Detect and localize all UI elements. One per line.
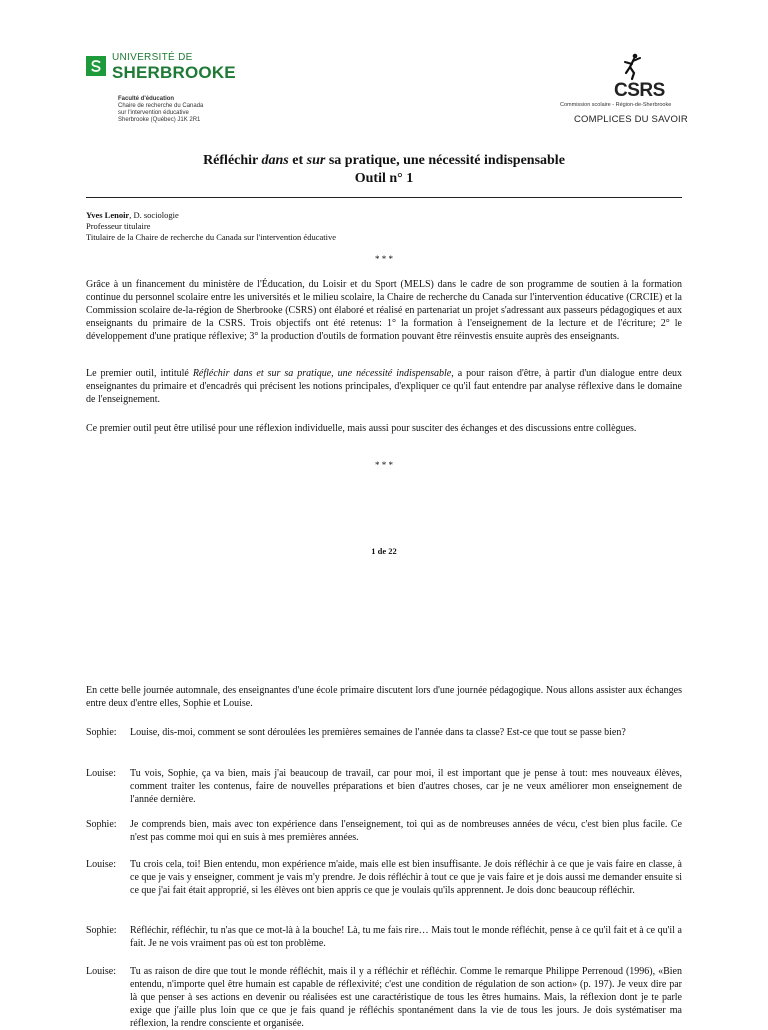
author-degree: , D. sociologie [129,210,179,220]
university-logo-mark [86,56,106,76]
csrs-name: CSRS [614,80,665,101]
csrs-slogan: COMPLICES DU SAVOIR [574,114,688,125]
dialogue-text: Réfléchir, réfléchir, tu n'as que ce mot-là à la bouche! Là, tu me fais rire… Mais tout le monde réfléchit, pense à ce qu'il fait et à ce qu'il a fait. Je ne vois vraiment pas où est ton problème. [130,925,682,949]
faculty-address-line: sur l'intervention éducative [118,110,189,116]
author-name: Yves Lenoir [86,210,130,220]
document-title [86,152,682,169]
faculty-address-line: Sherbrooke (Québec) J1K 2R1 [118,117,201,123]
dialogue-turn [86,818,682,844]
csrs-logo [560,50,688,128]
dialogue-speaker: Louise: [86,859,116,870]
dialogue-speaker: Sophie: [86,819,117,830]
university-s-icon [89,59,103,73]
author-block [86,210,336,243]
title-divider [86,197,682,198]
author-line [86,210,336,221]
title-part: Réfléchir [203,153,262,168]
csrs-subtitle: Commission scolaire - Région-de-Sherbrooke [560,102,672,108]
csrs-figure-icon [622,53,644,81]
university-name [112,53,236,81]
dialogue-text: Tu crois cela, toi! Bien entendu, mon expérience m'aide, mais elle est bien insuffisante. Je dois réfléchir à ce que je vais faire en classe, à ce que je vais y enseigner, comment je vais m'y prendre. Je dois réfléchir à tout ce que je vais faire et je dois aussi me demander ensuite si ce que j'ai fait était approprié, si les élèves ont bien appris ce que je voulais qu'ils apprennent. Je dois donc beaucoup réfléchir. [130,859,682,896]
title-emphasis: sur [306,153,326,168]
faculty-block [118,96,203,124]
dialogue-turn [86,965,682,1030]
intro-paragraph: Ce premier outil peut être utilisé pour une réflexion individuelle, mais aussi pour susciter des échanges et des discussions entre collègues. [86,423,637,434]
dialogue-intro: En cette belle journée automnale, des enseignantes d'une école primaire discutent lors d'une journée pédagogique. Nous allons assister aux échanges entre deux d'entre elles, Sophie et Louise. [86,685,682,709]
faculty-name: Faculté d'éducation [118,96,175,102]
faculty-address-line: Chaire de recherche du Canada [118,103,204,109]
intro-text: , a pour raison d'être, à partir d'un dialogue entre deux enseignantes du primaire et d'encadrés qui précisent les notions principales, d'expliquer ce qu'il faut entendre par analyse réflexive dans le domaine de l'enseignement. [86,368,683,405]
dialogue-text: Je comprends bien, mais avec ton expérience dans l'enseignement, toi qui as de nombreuses années de vécu, c'est bien plus facile. Ce n'est pas comme moi qui en suis à mes premières années. [130,819,682,843]
document-subtitle: Outil n° 1 [354,171,414,186]
dialogue-speaker: Louise: [86,768,116,779]
title-part: sa pratique, une nécessité indispensable [325,153,565,168]
intro-paragraph [86,367,682,406]
intro-emphasis: Réfléchir dans et sur sa pratique, une nécessité indispensable [192,368,452,379]
dialogue-speaker: Louise: [86,966,116,977]
section-separator: * * * [375,254,393,264]
dialogue-speaker: Sophie: [86,925,117,936]
university-name-line1: UNIVERSITÉ DE [112,52,193,63]
author-chair: Titulaire de la Chaire de recherche du Canada sur l'intervention éducative [86,232,336,242]
dialogue-text: Louise, dis-moi, comment se sont déroulées les premières semaines de l'année dans ta classe? Est-ce que tout se passe bien? [130,727,626,738]
dialogue-turn [86,924,682,950]
dialogue-turn [86,726,682,739]
dialogue-turn [86,767,682,806]
dialogue-speaker: Sophie: [86,727,117,738]
title-part: et [288,153,307,168]
dialogue-turn [86,858,682,897]
intro-paragraph: Grâce à un financement du ministère de l'Éducation, du Loisir et du Sport (MELS) dans le cadre de son programme de soutien à la formation continue du personnel scolaire entre les universités et le milieu scolaire, la Chaire de recherche du Canada sur l'intervention éducative (CRCIE) et la Commission scolaire de-la-région de Sherbrooke (CSRS) ont élaboré et réalisé en partenariat un projet s'adressant aux passeurs pédagogiques et aux enseignants du primaire de la CSRS. Trois objectifs ont été retenus: 1° la formation à l'enseignement de la lecture et de l'écriture; 2° le développement d'une pratique réflexive; 3° la production d'outils de formation pouvant être réinvestis ensuite auprès des enseignants. [86,279,682,342]
university-name-line2: SHERBROOKE [112,63,236,82]
intro-text: Le premier outil, intitulé [86,368,193,379]
dialogue-text: Tu vois, Sophie, ça va bien, mais j'ai beaucoup de travail, car pour moi, il est important que je pense à tout: mes nouveaux élèves, comment traiter les contenus, faire de nouvelles préparations et bien d'autres choses, car je ne veux améliorer mon enseignement de l'année dernière. [130,768,682,805]
page-number: 1 de 22 [371,546,397,556]
title-emphasis: dans [261,153,289,168]
dialogue-text: Tu as raison de dire que tout le monde réfléchit, mais il y a réfléchir et réfléchir. Comme le remarque Philippe Perrenoud (1996), «Bien entendu, n'importe quel être humain est capable de réflexivité; c'est une condition de régulation de son action» (p. 197). Je veux dire par là que penser à ses actions en devenir ou réalisées est une caractéristique de tous les êtres humains. Mais, la réflexion dont je te parle exige que j'aille plus loin que ce que je fais quand je réfléchis spontanément dans la vie de tous les jours. Je dois systématiser ma réflexion, la rendre consciente et organisée. [130,966,682,1029]
author-role: Professeur titulaire [86,221,151,231]
section-separator: * * * [375,460,393,470]
